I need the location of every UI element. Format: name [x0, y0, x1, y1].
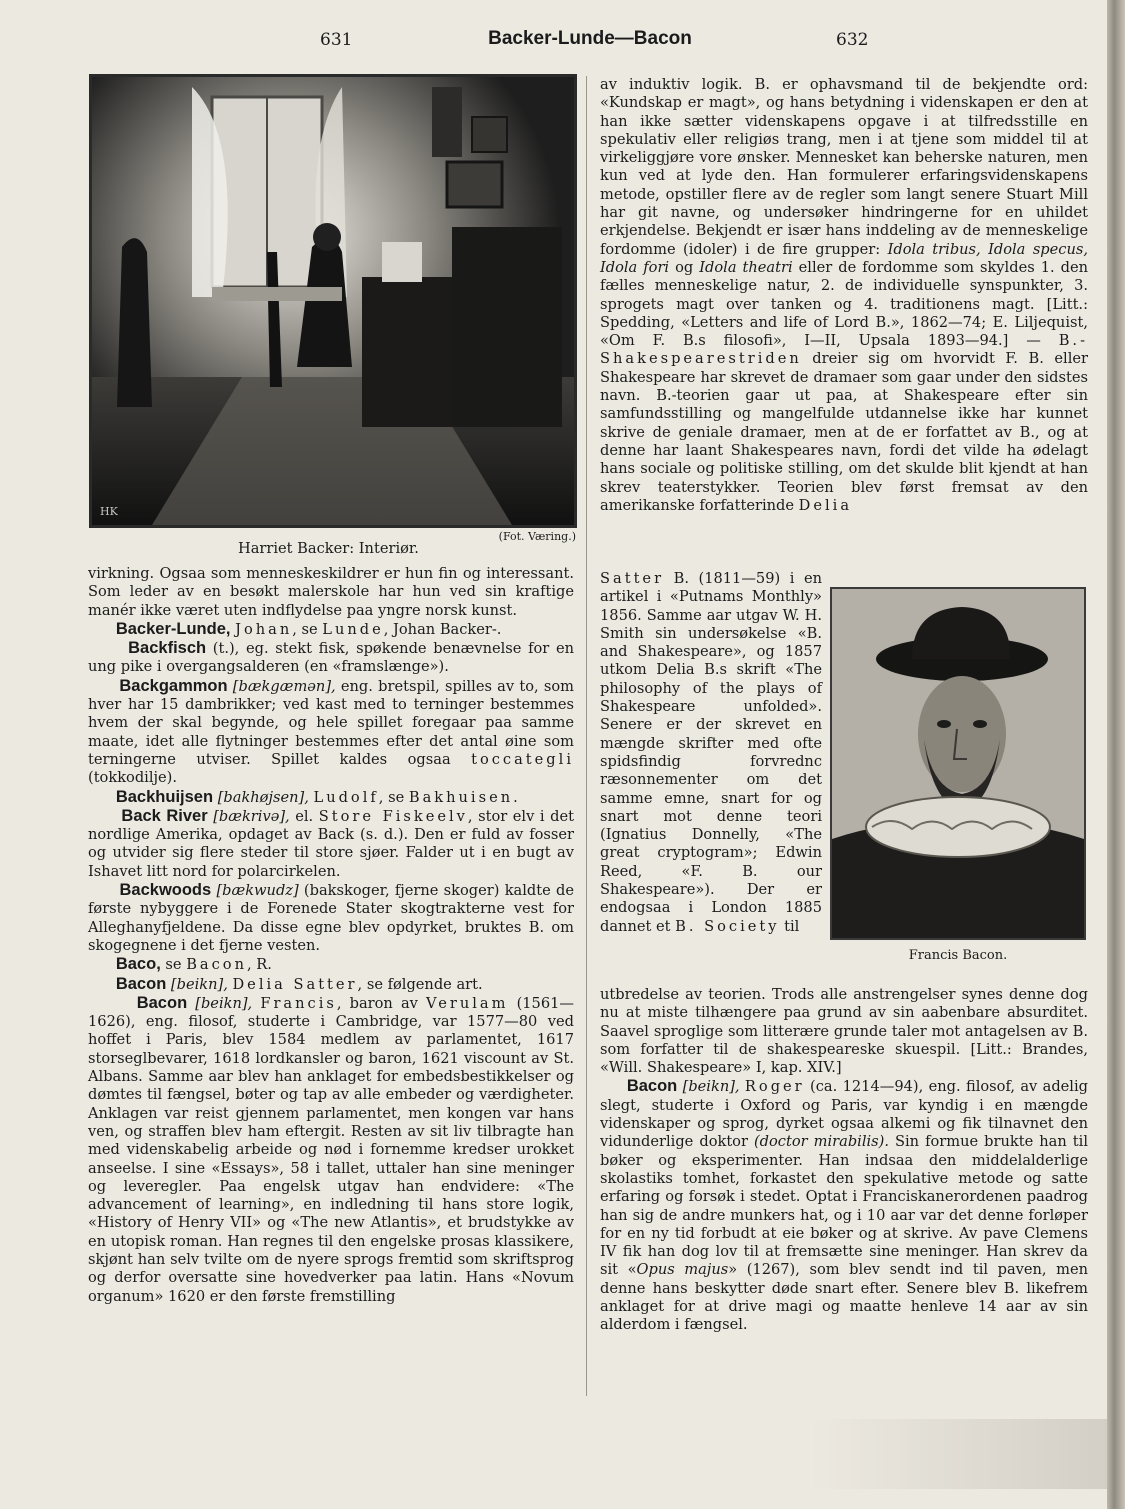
- portrait-caption: Francis Bacon.: [908, 948, 1008, 963]
- spaced-term: B.-Shakespearestriden: [600, 332, 1088, 368]
- right-column: [600, 76, 1088, 515]
- shakespeare-theory-conclusion: utbredelse av teorien. Trods alle anstrengelser synes denne dog nu at miste tilhængere paa grund av sin aabenbare absurditet. Saavel sproglige som litterære grunde taler mot antagelsen av B. som forfatter til de shakespeareske skuespil. [Litt.: Brandes, «Will. Shakespeare» I, kap. XIV.]: [600, 986, 1088, 1077]
- headword: Bacon: [136, 993, 188, 1012]
- headword: Backwoods: [119, 881, 212, 900]
- left-page-number: 631: [320, 30, 353, 50]
- painting-illustration: [89, 74, 577, 528]
- headword: Bacon: [115, 974, 167, 993]
- book-page-edge: [1107, 0, 1125, 1509]
- painting-caption: Harriet Backer: Interiør.: [238, 540, 419, 557]
- pronunciation: [bækrivə],: [207, 807, 290, 825]
- spaced-name: Johan: [235, 620, 293, 638]
- entry-backfisch: Backfisch (t.), eg. stekt fisk, spøkende benævnelse for en ung pike i overgangsalderen (en «framslænge»).: [88, 639, 574, 676]
- page-corner-shadow: [810, 1419, 1110, 1489]
- photo-credit: (Fot. Væring.): [498, 530, 576, 543]
- entry-backwoods: Backwoods [bækwudz] (bakskoger, fjerne skoger) kaldte de første nybyggere i de Forenede Stater skogtrakterne vest for Alleghanyfjeldene. Da disse egne blev opdyrket, bruktes B. om skogegnene i det fjerne vesten.: [88, 881, 574, 954]
- headword: Baco,: [115, 955, 161, 974]
- painting-caption-block: [88, 530, 576, 562]
- pronunciation: [beikn],: [677, 1078, 740, 1096]
- portrait-illustration: [830, 587, 1086, 940]
- francis-bacon-portrait-image: [832, 589, 1084, 938]
- left-column: [88, 565, 574, 1306]
- painter-monogram: HK: [100, 505, 118, 518]
- pronunciation: [bækwudz]: [211, 882, 299, 900]
- entry-bacon-francis: Bacon [beikn], Francis, baron av Verulam (1561—1626), eng. filosof, studerte i Cambridge, var 1577—80 ved hoffet i Paris, blev 1584 medlem av parlamentet, 1617 storseglbevarer, 1618 lordkansler og baron, 1621 viscount av St. Albans. Samme aar blev han anklaget for embedsbestikkelser og dømtes til fængsel, bøter og tap av alle embeder og værdigheter. Anklagen var reist gjennem parlamentet, men kongen var hans ven, og straffen blev ham eftergit. Resten av sit liv tilbragte han med videnskabelig arbeide og nød i fornemme kredser urokket anseelse. I sine «Essays», 58 i tallet, uttaler han sine meninger og leveregler. Paa engelsk utgav han endvidere: «The advancement of learning», en indledning til hans store logik, «History of Henry VII» og «The new Atlantis», et brudstykke av en utopisk roman. Han regnes til den engelske prosas klassikere, skjønt han selv tvilte om de nyere sprogs fremtid som skriftsprog og derfor oversatte sine hovedverker paa latin. Hans «Novum organum» 1620 er den første fremstilling: [88, 993, 574, 1305]
- column-divider: [586, 76, 587, 1396]
- running-header: [0, 28, 1110, 54]
- entry-backhuijsen: Backhuijsen [bakhøjsen], Ludolf, se Bakhuisen.: [115, 787, 518, 806]
- pronunciation: [beikn],: [187, 994, 253, 1012]
- bacon-francis-continuation: av induktiv logik. B. er ophavsmand til de bekjendte ord: «Kundskap er magt», og hans betydning i videnskapen er den at han ikke sætter videnskapens opgave i at tilfredsstille en spekulativ eller religiøs trang, men i at tjene som middel til at virkeliggjøre vore ønsker. Mennesket kan beherske naturen, men kun ved at lyde den. Han formulerer erfaringsvidenskapens metode, opstiller flere av de regler som langt senere Stuart Mill har git navne, og undersøker hindringerne for en uhildet erkjendelse. Bekjendt er især hans inddeling av de menneskelige fordomme (idoler) i de fire grupper: Idola tribus, Idola specus, Idola fori og Idola theatri eller de fordomme som skyldes 1. den fælles menneskelige natur, 2. de individuelle synspunkter, 3. sprogets magt over tanken og 4. traditionens magt. [Litt.: Spedding, «Letters and life of Lord B.», 1862—74; E. Liljequist, «Om F. B.s filosofi», I—II, Upsala 1893—94.] — B.-Shakespearestriden dreier sig om hvorvidt F. B. eller Shakespeare har skrevet de dramaer som gaar under den sidstes navn. B.-teorien gaar ut paa, at Shakespeare efter sin samfundsstilling og mangelfulde utdannelse ikke har kunnet skrive de geniale dramaer, men at de er forfattet av B., og at denne har laant Shakespeares navn, fordi det vilde ha ødelagt hans sociale og politiske stilling, om det skulde blit kjendt at han skrev teaterstykker. Teorien blev først fremsat av den amerikanske forfatterinde Delia: [600, 76, 1089, 514]
- right-column-lower: [600, 986, 1088, 1335]
- pronunciation: [bakhøjsen],: [213, 788, 309, 806]
- headword: Bacon: [626, 1077, 678, 1096]
- pronunciation: [beikn],: [166, 975, 228, 993]
- running-title: Backer-Lunde—Bacon: [488, 28, 692, 49]
- entry-bacon-roger: Bacon [beikn], Roger (ca. 1214—94), eng. filosof, av adelig slegt, studerte i Oxford og Paris, var kyndig i en mængde videnskaper og sprog, dyrket ogsaa alkemi og fik tilnavnet den vidunderlige doktor (doctor mirabilis). Sin formue brukte han til bøker og eksperimenter. Han indsaa den middelalderlige skolastiks tomhet, forkastet den spekulative metode og satte erfaring og forsøk i stedet. Optat i Franciskanerordenen paadrog han sig de andre munkers hat, og i 10 aar var det denne forløper for en ny tid forbudt at eie bøker og at skrive. Av pave Clemens IV fik han dog lov til at fremsætte sine meninger. Han skrev da sit «Opus majus» (1267), som blev sendt ind til paven, men denne hans beskytter døde snart efter. Senere blev B. likefrem anklaget for at drive magi og maatte henleve 14 aar av sin alderdom i fængsel.: [600, 1077, 1088, 1334]
- headword: Back River: [121, 806, 208, 825]
- headword: Backer-Lunde,: [115, 619, 231, 638]
- right-page-number: 632: [836, 30, 869, 50]
- entry-back-river: Back River [bækrivə], el. Store Fiskeelv, stor elv i det nordlige Amerika, opdaget av Back (s. d.). Den er fuld av fosser og utvider sig flere steder til store sjøer. Falder ut i en bugt av Ishavet litt nord for polarcirkelen.: [88, 806, 574, 880]
- entry-backgammon: Backgammon [bækgæmən], eng. bretspil, spilles av to, som hver har 15 dambrikker; ved kast med to terninger bestemmes hvem der skal begynde, og hele spillet foregaar paa samme maate, idet alle flytninger bestemmes efter det antal øine som terningerne utviser. Spillet kaldes ogsaa toccategli (tokkodilje).: [88, 676, 574, 787]
- interior-painting-image: [92, 77, 574, 525]
- headword: Backfisch: [128, 639, 207, 658]
- narrow-text-beside-portrait: Satter B. (1811—59) i en artikel i «Putnams Monthly» 1856. Samme aar utgav W. H. Smith sin undersøkelse «B. and Shakespeare», og 1857 utkom Delia B.s skrift «The philosophy of the plays of Shakespeare unfolded». Senere er der skrevet en mængde skrifter med ofte spidsfindig forvrednc ræsonnementer om det samme emne, snart for og snart mot denne teori (Ignatius Donnelly, «The great cryptogram»; Edwin Reed, «F. B. our Shakespeare»). Der er endogsaa i London 1885 dannet et B. Society til: [600, 570, 822, 935]
- headword: Backhuijsen: [115, 787, 214, 806]
- entry-backer-lunde: Backer-Lunde, Johan, se Lunde, Johan Backer-.: [115, 619, 502, 638]
- paragraph-continuation: virkning. Ogsaa som menneskeskildrer er hun fin og interessant. Som leder av en besøkt malerskole har hun ved sin kraftige manér ikke været uten indflydelse paa yngre norsk kunst.: [88, 565, 574, 619]
- entry-baco: Baco, se Bacon, R.: [115, 955, 272, 974]
- right-narrow-column: [600, 570, 822, 936]
- pronunciation: [bækgæmən],: [227, 677, 336, 695]
- entry-bacon-delia: Bacon [beikn], Delia Satter, se følgende art.: [115, 974, 483, 993]
- headword: Backgammon: [119, 676, 228, 695]
